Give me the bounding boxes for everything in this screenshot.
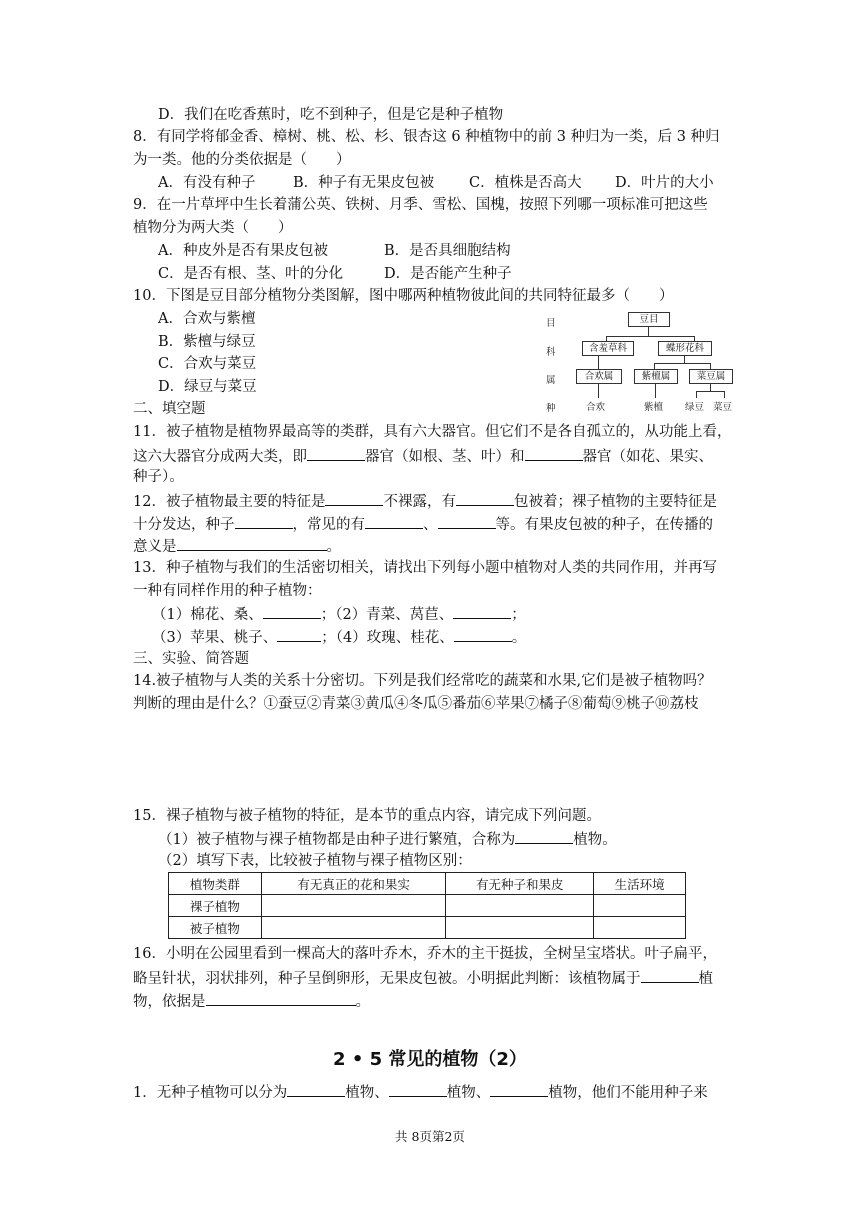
q9-stem-line2: 植物分为两大类（ ）	[133, 220, 293, 236]
q8-option-b: B．种子有无果皮包被	[293, 175, 435, 191]
q9-option-c: C．是否有根、茎、叶的分化	[158, 266, 344, 282]
next-q1-text: 植物，他们不能用种子来	[548, 1085, 708, 1101]
connector	[710, 384, 711, 391]
rank-label-order: 目	[546, 318, 556, 329]
answer-blank[interactable]	[454, 626, 512, 642]
q15-sub2: （2）填写下表，比较被子植物与裸子植物区别：	[158, 853, 472, 869]
species2: 紫檀	[644, 402, 664, 413]
connector	[655, 384, 656, 398]
q9-option-d: D．是否能产生种子	[384, 266, 512, 282]
table-header-cell: 有无真正的花和果实	[261, 873, 446, 895]
q10-stem: 10．下图是豆目部分植物分类图解，图中哪两种植物彼此间的共同特征最多（ ）	[133, 288, 674, 304]
q13-text: （3）苹果、桃子、	[152, 630, 278, 646]
q16-line1: 16．小明在公园里看到一棵高大的落叶乔木，乔木的主干挺拔，全树呈宝塔状。叶子扁平，	[133, 946, 717, 962]
q11-text: 这六大器官分成两大类，即	[133, 449, 307, 465]
q8-stem-line1: 8．有同学将郁金香、樟树、桃、松、杉、银杏这 6 种植物中的前 3 种归为一类，后 3 种归	[133, 129, 720, 145]
q11-text: 器官（如根、茎、叶）和	[365, 449, 525, 465]
q13-text: ；	[511, 607, 526, 623]
q15-text: （1）被子植物与裸子植物都是由种子进行繁殖，合称为	[158, 832, 516, 848]
table-header-cell: 生活环境	[594, 873, 686, 895]
q10-option-c: C．合欢与菜豆	[158, 356, 257, 372]
q12-text: 意义是	[133, 539, 177, 555]
answer-cell[interactable]	[594, 917, 686, 939]
q16-text: 植	[698, 971, 713, 987]
q16-text: 。	[355, 994, 370, 1010]
q14-line2: 判断的理由是什么？①蚕豆②青菜③黄瓜④冬瓜⑤番茄⑥苹果⑦橘子⑧葡萄⑨桃子⑩荔枝	[133, 696, 699, 712]
node-order: 豆目	[628, 312, 670, 327]
connector	[598, 356, 599, 369]
species4: 菜豆	[713, 402, 733, 413]
answer-blank[interactable]	[525, 445, 583, 461]
answer-blank[interactable]	[206, 990, 356, 1006]
answer-blank[interactable]	[365, 513, 423, 529]
answer-blank[interactable]	[307, 445, 365, 461]
answer-blank[interactable]	[325, 490, 383, 506]
q13-line1: 13．种子植物与我们的生活密切相关，请找出下列每小题中植物对人类的共同作用，并再写	[133, 560, 717, 576]
node-family1: 含羞草科	[582, 341, 634, 356]
q8-option-d: D．叶片的大小	[615, 175, 714, 191]
q11-line1: 11．被子植物是植物界最高等的类群，具有六大器官。但它们不是各自孤立的，从功能上看，	[133, 424, 732, 440]
connector	[696, 391, 724, 392]
answer-cell[interactable]	[446, 917, 594, 939]
q12-text: 、	[423, 517, 438, 533]
node-genus2: 紫檀属	[634, 369, 678, 384]
answer-blank[interactable]	[287, 1081, 345, 1097]
table-row	[169, 917, 686, 939]
connector	[696, 391, 697, 398]
q15-sub1	[158, 828, 617, 850]
q11-line3: 种子）。	[133, 469, 184, 485]
q13-items-row1	[152, 603, 526, 625]
answer-blank[interactable]	[389, 1081, 447, 1097]
answer-cell[interactable]	[446, 895, 594, 917]
q8-stem-line2: 为一类。他的分类依据是（ ）	[133, 152, 351, 168]
q13-items-row2	[152, 626, 526, 648]
row-label: 被子植物	[169, 917, 262, 939]
q8-option-c: C．植株是否高大	[469, 175, 582, 191]
answer-blank[interactable]	[456, 490, 514, 506]
q16-text: 物，依据是	[133, 994, 206, 1010]
row-label: 裸子植物	[169, 895, 262, 917]
q9-stem-line1: 9．在一片草坪中生长着蒲公英、铁树、月季、雪松、国槐，按照下列哪一项标准可把这些	[133, 197, 708, 213]
rank-label-species: 种	[546, 403, 556, 414]
q7-option-d: D．我们在吃香蕉时，吃不到种子，但是它是种子植物	[158, 107, 504, 123]
q12-line1	[133, 490, 717, 512]
connector	[606, 336, 694, 337]
q13-line2: 一种有同样作用的种子植物：	[133, 583, 322, 599]
q11-line2	[133, 445, 713, 467]
q8-option-a: A．有没有种子	[158, 175, 256, 191]
connector	[648, 327, 649, 336]
classification-diagram	[544, 308, 744, 418]
q12-text: ，常见的有	[292, 517, 365, 533]
rank-label-genus: 属	[546, 375, 556, 386]
species3: 绿豆	[685, 402, 705, 413]
next-q1-line	[133, 1081, 708, 1103]
q12-text: 不裸露，有	[383, 494, 456, 510]
q10-option-a: A．合欢与紫檀	[158, 311, 256, 327]
section-title: 2 • 5 常见的植物（2）	[333, 1049, 527, 1070]
section-heading-experiment: 三、实验、简答题	[133, 651, 249, 667]
next-q1-text: 植物、	[446, 1085, 491, 1101]
answer-blank[interactable]	[277, 626, 321, 642]
answer-blank[interactable]	[263, 603, 321, 619]
table-header-cell: 有无种子和果皮	[446, 873, 594, 895]
connector	[684, 356, 685, 363]
answer-cell[interactable]	[261, 917, 446, 939]
node-family2: 蝶形花科	[658, 341, 712, 356]
q13-text: ；（4）玫瑰、桂花、	[321, 630, 454, 646]
q12-line3	[133, 535, 341, 557]
connector	[654, 363, 710, 364]
species1: 合欢	[586, 402, 606, 413]
section-heading-fill-in: 二、填空题	[133, 401, 206, 417]
q13-text: ；（2）青菜、莴苣、	[320, 607, 454, 623]
q15-line1: 15．裸子植物与被子植物的特征，是本节的重点内容，请完成下列问题。	[133, 808, 601, 824]
node-genus3: 菜豆属	[689, 369, 733, 384]
table-header-row	[169, 873, 686, 895]
q12-text: 等。有果皮包被的种子，在传播的	[495, 517, 713, 533]
q9-option-a: A．种皮外是否有果皮包被	[158, 243, 328, 259]
next-q1-text: 植物、	[345, 1085, 389, 1101]
q14-line1: 14.被子植物与人类的关系十分密切。下列是我们经常吃的蔬菜和水果,它们是被子植物吗？	[133, 673, 712, 689]
q9-option-b: B．是否具细胞结构	[384, 243, 511, 259]
table-header-cell: 植物类群	[169, 873, 262, 895]
answer-blank[interactable]	[641, 967, 699, 983]
q16-line3	[133, 990, 370, 1012]
q10-option-d: D．绿豆与菜豆	[158, 379, 257, 395]
answer-blank[interactable]	[235, 513, 293, 529]
answer-blank[interactable]	[490, 1081, 548, 1097]
answer-cell[interactable]	[261, 895, 446, 917]
q12-text: 12．被子植物最主要的特征是	[133, 494, 326, 510]
page-footer: 共 8页第2页	[395, 1129, 465, 1144]
q11-text: 器官（如花、果实、	[582, 449, 713, 465]
q12-text: 。	[326, 539, 341, 555]
q10-option-b: B．紫檀与绿豆	[158, 334, 256, 350]
answer-blank[interactable]	[177, 535, 327, 551]
connector	[598, 384, 599, 398]
node-genus1: 合欢属	[576, 369, 622, 384]
answer-blank[interactable]	[515, 828, 573, 844]
q13-text: （1）棉花、桑、	[152, 607, 263, 623]
comparison-table	[168, 872, 686, 939]
table-row	[169, 895, 686, 917]
answer-cell[interactable]	[594, 895, 686, 917]
q12-text: 包被着；裸子植物的主要特征是	[513, 494, 717, 510]
q12-line2	[133, 513, 713, 535]
q15-text: 植物。	[573, 832, 617, 848]
answer-blank[interactable]	[453, 603, 511, 619]
q12-text: 十分发达，种子	[133, 517, 235, 533]
q16-text: 略呈针状，羽状排列，种子呈倒卵形，无果皮包被。小明据此判断：该植物属于	[133, 971, 641, 987]
next-q1-text: 1．无种子植物可以分为	[133, 1085, 288, 1101]
answer-blank[interactable]	[438, 513, 496, 529]
q16-line2	[133, 967, 713, 989]
rank-label-family: 科	[546, 347, 556, 358]
q13-text: 。	[511, 630, 527, 646]
connector	[724, 391, 725, 398]
